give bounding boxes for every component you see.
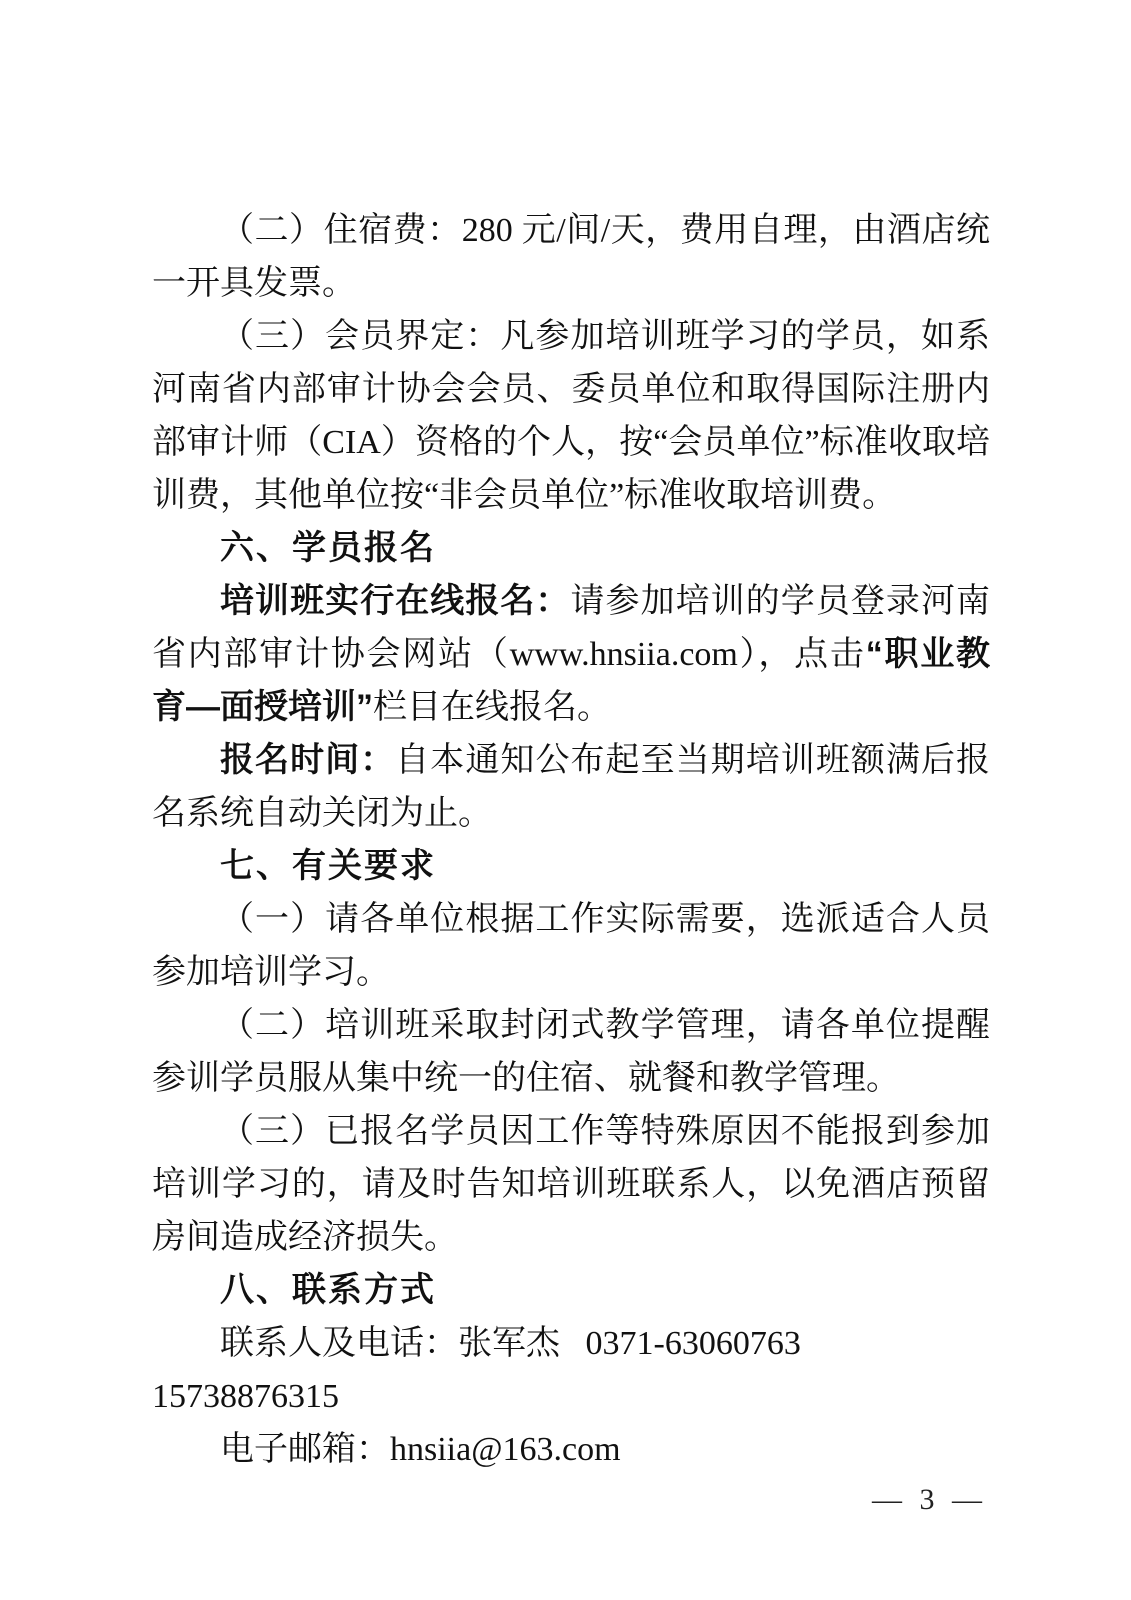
paragraph-membership-definition: （三）会员界定：凡参加培训班学习的学员，如系河南省内部审计协会会员、委员单位和取得国际注册内部审计师（CIA）资格的个人，按“会员单位”标准收取培训费，其他单位按“非会员单位”标准收取培训费。 <box>152 318 990 514</box>
paragraph-requirement-2: （二）培训班采取封闭式教学管理，请各单位提醒参训学员服从集中统一的住宿、就餐和教学管理。 <box>152 1007 990 1097</box>
page-number: — 3 — <box>872 1483 982 1516</box>
paragraph-lodging-fee: （二）住宿费：280 元/间/天，费用自理，由酒店统一开具发票。 <box>152 212 990 302</box>
contact-phone-line: 联系人及电话：张军杰 0371-63060763 15738876315 <box>152 1325 844 1415</box>
paragraph-requirement-1: （一）请各单位根据工作实际需要，选派适合人员参加培训学习。 <box>152 901 990 991</box>
paragraph-online-registration <box>152 575 990 734</box>
online-registration-text-2: 栏目在线报名。 <box>373 689 611 726</box>
online-registration-channel: “职业教育—面授培训” <box>152 635 990 726</box>
contact-email-line: 电子邮箱：hnsiia@163.com <box>220 1431 621 1468</box>
paragraph-requirement-3: （三）已报名学员因工作等特殊原因不能报到参加培训学习的，请及时告知培训班联系人，以免酒店预留房间造成经济损失。 <box>152 1113 990 1256</box>
registration-time-text: 自本通知公布起至当期培训班额满后报名系统自动关闭为止。 <box>152 742 991 832</box>
online-registration-lead: 培训班实行在线报名： <box>220 582 571 620</box>
paragraph-registration-time <box>152 734 990 840</box>
section-heading-registration: 六、学员报名 <box>220 529 436 567</box>
online-registration-text-1: 请参加培训的学员登录河南省内部审计协会网站（www.hnsiia.com），点击 <box>152 583 991 673</box>
registration-time-lead: 报名时间： <box>220 741 396 779</box>
section-heading-contact: 八、联系方式 <box>220 1271 436 1309</box>
section-heading-requirements: 七、有关要求 <box>220 847 436 885</box>
notice-body <box>152 204 990 1476</box>
